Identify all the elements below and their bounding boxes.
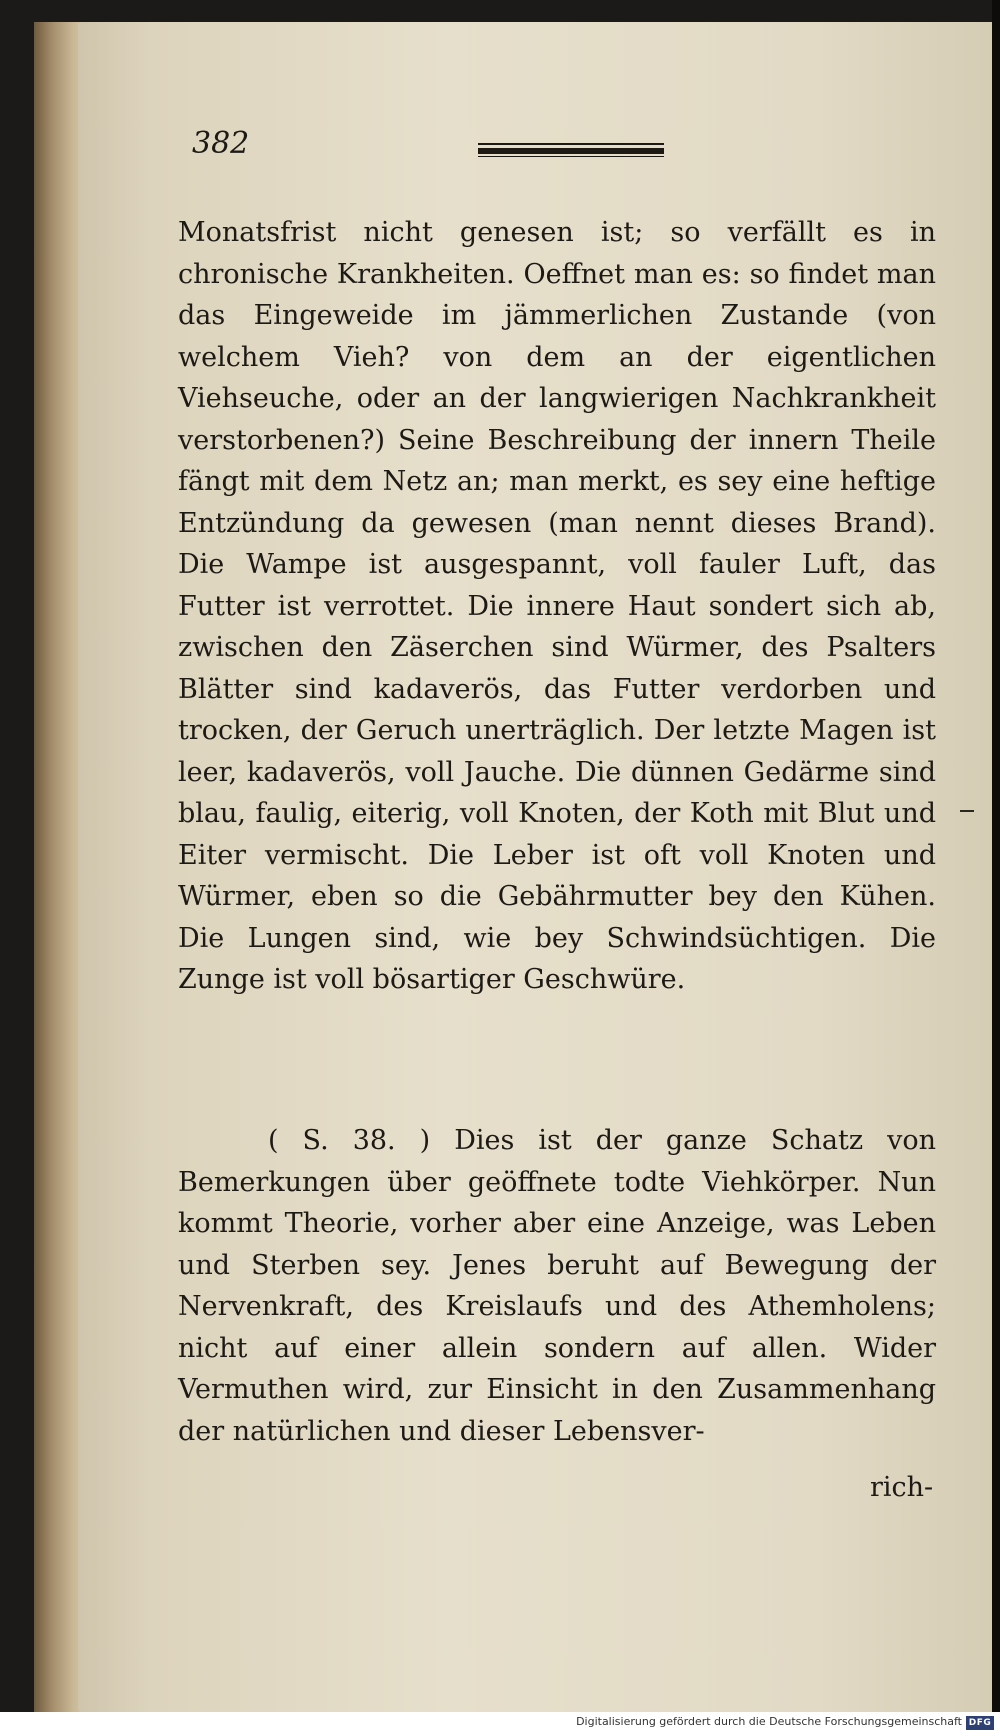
catchword: rich-: [870, 1472, 934, 1503]
dfg-logo: DFG: [966, 1716, 994, 1730]
body-paragraph-1: Monatsfrist nicht genesen ist; so verfällt es in chronische Krankheiten. Oeffnet man es: so findet man das Eingeweide im jämmerlichen Zustande (von welchem Vieh? von dem an der eigentlichen Viehseuche, oder an der langwierigen Nachkrankheit verstorbenen?) Seine Beschreibung der innern Theile fängt mit dem Netz an; man merkt, es sey eine heftige Entzündung da gewesen (man nennt dieses Brand). Die Wampe ist ausgespannt, voll fauler Luft, das Futter ist verrottet. Die innere Haut sondert sich ab, zwischen den Zäserchen sind Würmer, des Psalters Blätter sind kadaverös, das Futter verdorben und trocken, der Geruch unerträglich. Der letzte Magen ist leer, kadaverös, voll Jauche. Die dünnen Gedärme sind blau, faulig, eiterig, voll Knoten, der Koth mit Blut und Eiter vermischt. Die Leber ist oft voll Knoten und Würmer, eben so die Gebährmutter bey den Kühen. Die Lungen sind, wie bey Schwindsüchtigen. Die Zunge ist voll bösartiger Geschwüre.: [178, 217, 936, 995]
digitization-footer: [0, 1712, 1000, 1736]
margin-mark: [960, 810, 974, 812]
funding-credit: Digitalisierung gefördert durch die Deutsche Forschungsgemeinschaft: [576, 1715, 962, 1728]
page-number: 382: [192, 126, 250, 161]
header-ornament-rule: [478, 143, 664, 157]
scan-border: [992, 0, 1000, 1736]
body-paragraph-2: ( S. 38. ) Dies ist der ganze Schatz von Bemerkungen über geöffnete todte Viehkörper. Nun kommt Theorie, vorher aber eine Anzeige, was Leben und Sterben sey. Jenes beruht auf Bewegung der Nervenkraft, des Kreislaufs und des Athemholens; nicht auf einer allein sondern auf allen. Wider Vermuthen wird, zur Einsicht in den Zusammenhang der natürlichen und dieser Lebensver-: [178, 1125, 936, 1447]
